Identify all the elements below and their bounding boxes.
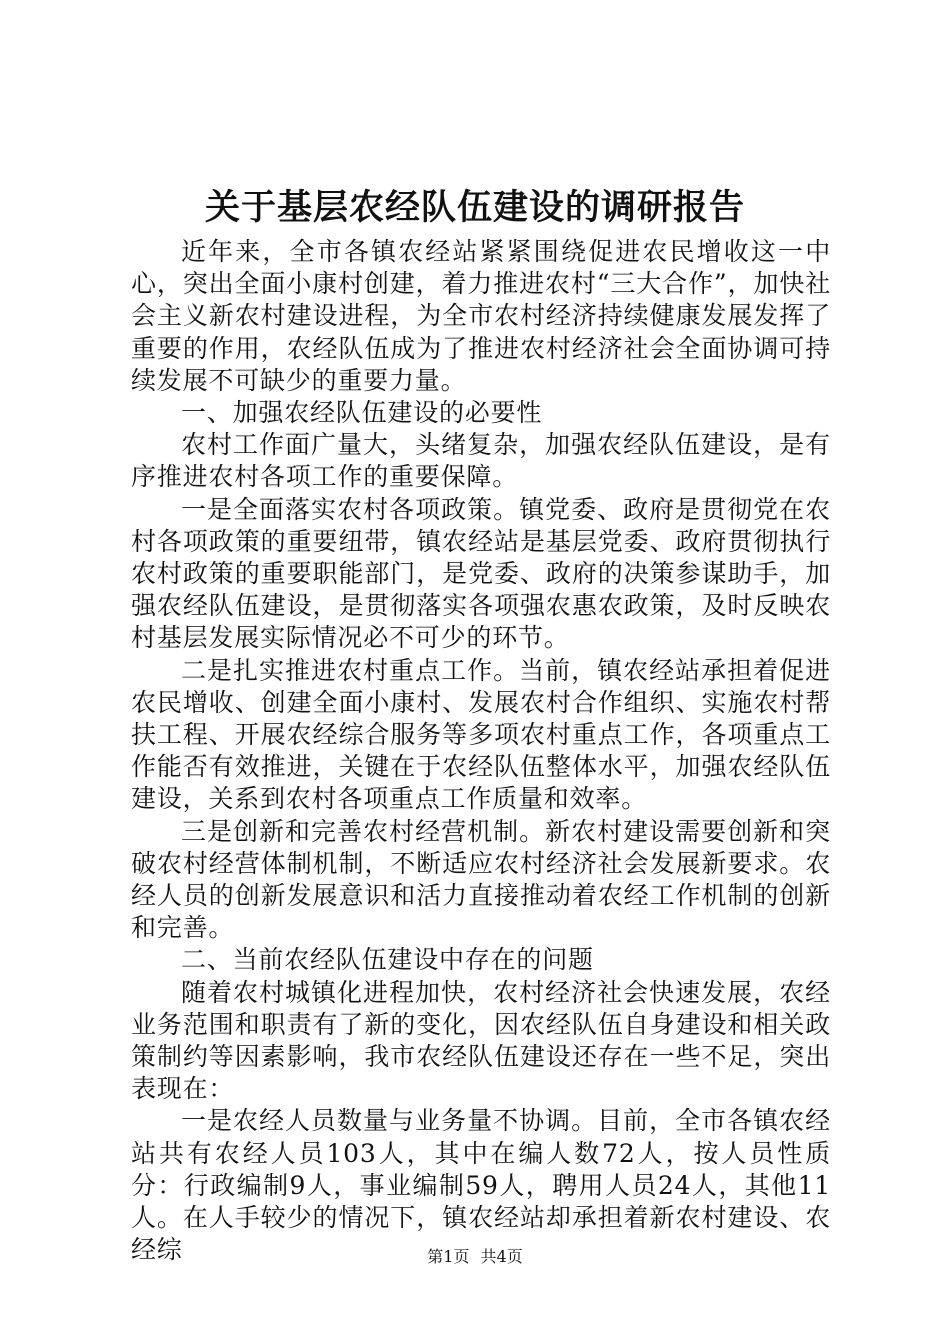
document-title: 关于基层农经队伍建设的调研报告 [204,188,745,228]
section-heading-1: 一、加强农经队伍建设的必要性 [181,398,543,428]
paragraph: 一是全面落实农村各项政策。镇党委、政府是贯彻党在农村各项政策的重要纽带，镇农经站是基层党委、政府贯彻执行农村政策的重要职能部门，是党委、政府的决策参谋助手，加强农经队伍建设，是贯彻落实各项强农惠农政策，及时反映农村基层发展实际情况必不可少的环节。 [131,494,831,653]
paragraph: 一是农经人员数量与业务量不协调。目前，全市各镇农经站共有农经人员103人，其中在编人数72人，按人员性质分：行政编制9人，事业编制59人，聘用人员24人，其他11人。在人手较少的情况下，镇农经站却承担着新农村建设、农经综 [131,1106,831,1265]
page-number: 第1页 [427,1247,470,1266]
section-heading-2: 二、当前农经队伍建设中存在的问题 [181,945,594,975]
document-body [131,236,831,1267]
paragraph-intro: 近年来，全市各镇农经站紧紧围绕促进农民增收这一中心，突出全面小康村创建，着力推进农村“三大合作”，加快社会主义新农村建设进程，为全市农村经济持续健康发展发挥了重要的作用，农经队伍成为了推进农村经济社会全面协调可持续发展不可缺少的重要力量。 [131,237,831,395]
paragraph: 随着农村城镇化进程加快，农村经济社会快速发展，农经业务范围和职责有了新的变化，因农经队伍自身建设和相关政策制约等因素影响，我市农经队伍建设还存在一些不足，突出表现在： [131,977,831,1104]
paragraph: 二是扎实推进农村重点工作。当前，镇农经站承担着促进农民增收、创建全面小康村、发展农村合作组织、实施农村帮扶工程、开展农经综合服务等多项农村重点工作，各项重点工作能否有效推进，关键在于农经队伍整体水平，加强农经队伍建设，关系到农村各项重点工作质量和效率。 [131,655,831,814]
page-total: 共4页 [480,1247,523,1266]
page-footer [0,1246,950,1268]
paragraph: 农村工作面广量大，头绪复杂，加强农经队伍建设，是有序推进农村各项工作的重要保障。 [131,430,831,492]
paragraph: 三是创新和完善农村经营机制。新农村建设需要创新和突破农村经营体制机制，不断适应农村经济社会发展新要求。农经人员的创新发展意识和活力直接推动着农经工作机制的创新和完善。 [131,816,831,943]
